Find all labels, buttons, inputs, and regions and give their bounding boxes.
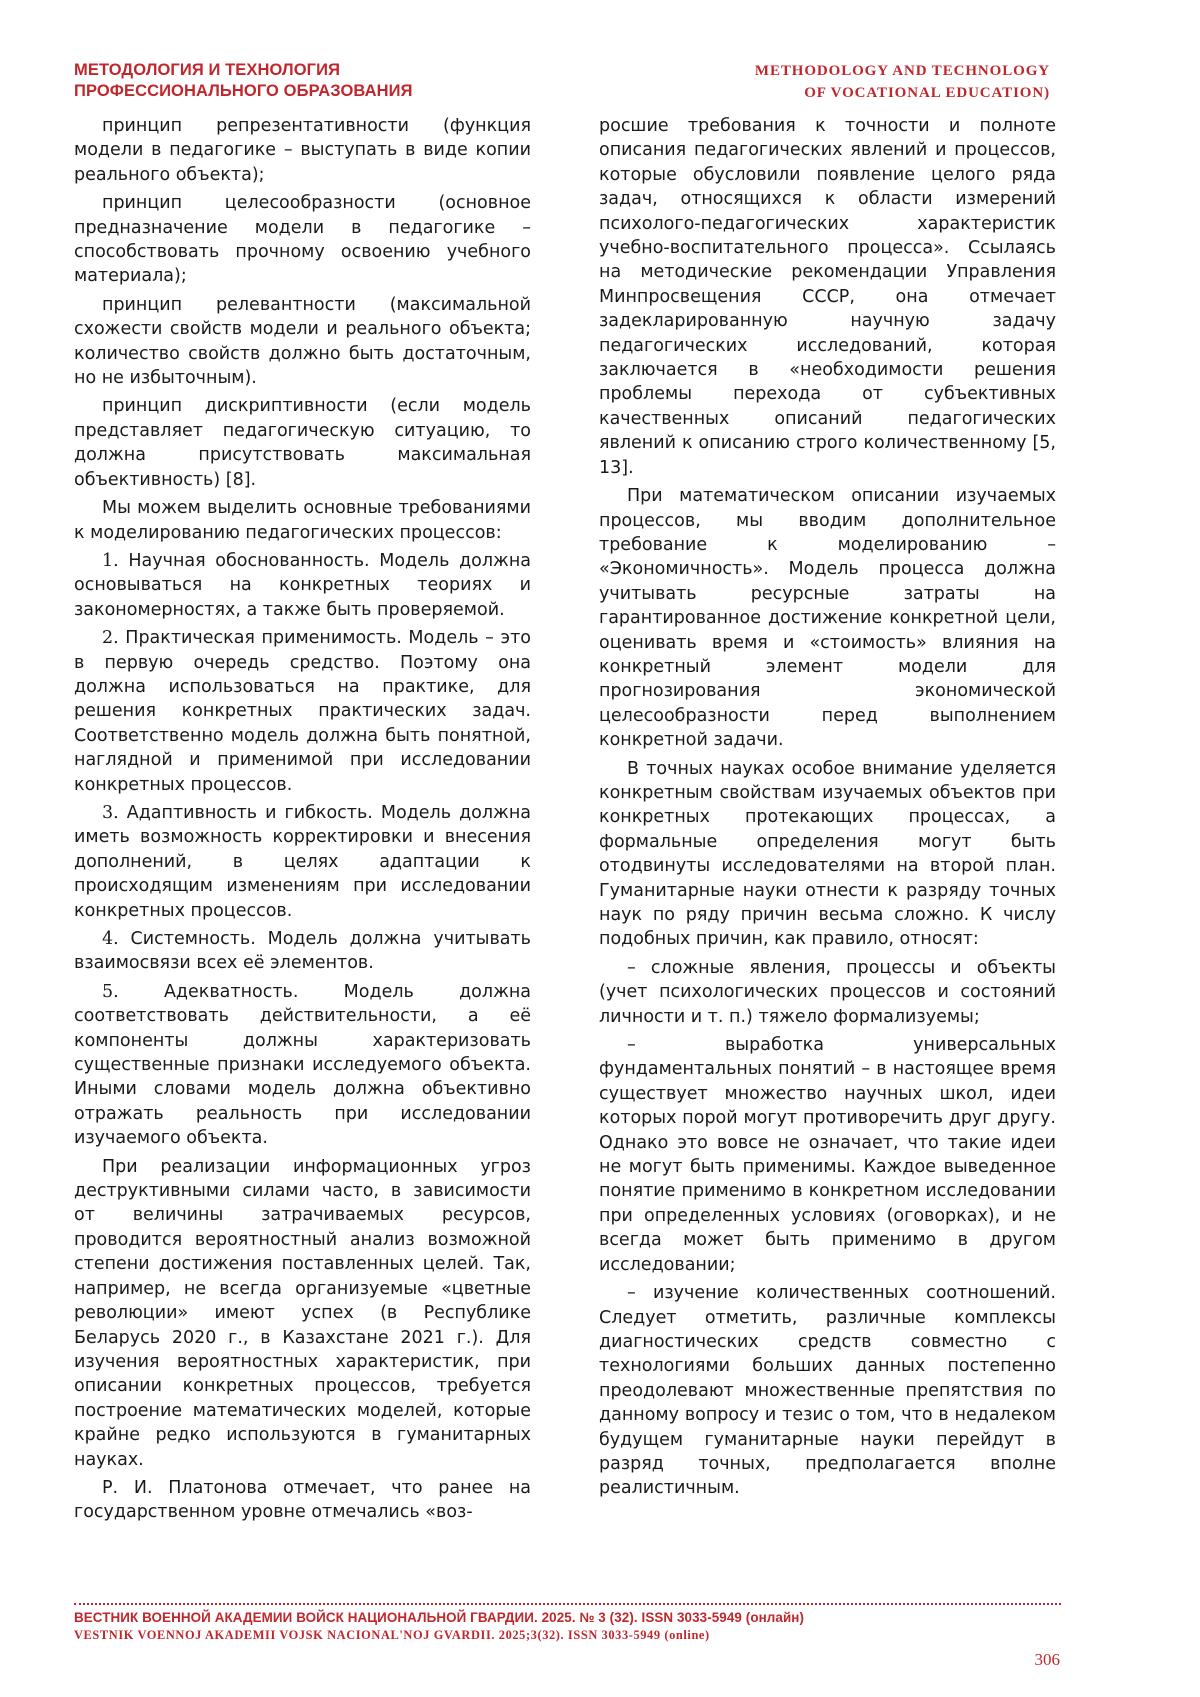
- list-item: [74, 801, 531, 923]
- paragraph: принцип дискриптивности (если модель представляет педагогическую ситуацию, то должна присутствовать максимальная объективность) [8].: [74, 396, 531, 490]
- paragraph: Р. И. Платонова отмечает, что ранее на государственном уровне отмечались «воз-: [74, 1477, 531, 1523]
- paragraph: При реализации информационных угроз деструктивными силами часто, в зависимости от величины затрачиваемых ресурсов, проводится вероятностный анализ возможной степени достижения поставленных целей. Так, например, не всегда организуемые «цветные революции» имеют успех (в Республике Беларусь 2020 г., в Казахстане 2021 г.). Для изучения вероятностных характеристик, при описании конкретных процессов, требуется построение математических моделей, которые крайне редко используются в гуманитарных науках.: [74, 1156, 531, 1470]
- list-item-number: 5.: [102, 981, 119, 1002]
- paragraph: – изучение количественных соотношений. Следует отметить, различные комплексы диагностических средств совместно с технологиями больших данных постепенно преодолевают множественные препятствия по данному вопросу и тезис о том, что в недалеком будущем гуманитарные науки перейдут в разряд точных, предполагается вполне реалистичным.: [599, 1283, 1056, 1499]
- list-item: [74, 626, 531, 797]
- header-en-line-2: OF VOCATIONAL EDUCATION): [804, 85, 1050, 101]
- list-item: [74, 549, 531, 622]
- header-ru-line-1: МЕТОДОЛОГИЯ И ТЕХНОЛОГИЯ: [74, 61, 341, 79]
- paragraph-continued: росшие требования к точности и полноте описания педагогических явлений и процессов, которые обусловили появление целого ряда задач, относящихся к области измерений психолого-педагогических характеристик учебно-воспитательного процесса». Ссылаясь на методические рекомендации Управления Минпросвещения СССР, она отмечает задекларированную научную задачу педагогических исследований, которая заключается в «необходимости решения проблемы перехода от субъективных качественных описаний педагогических явлений к описанию строго количественному [5, 13].: [599, 116, 1056, 478]
- list-item-text: Адаптивность и гибкость. Модель должна иметь возможность корректировки и внесения дополнений, в целях адаптации к происходящим изменениям при исследовании конкретных процессов.: [74, 802, 531, 921]
- list-item-text: Адекватность. Модель должна соответствовать действительности, а её компоненты должны характеризовать существенные признаки исследуемого объекта. Иными словами модель должна объективно отражать реальность при исследовании изучаемого объекта.: [74, 981, 531, 1149]
- paragraph: принцип целесообразности (основное предназначение модели в педагогике – способствовать прочному освоению учебного материала);: [74, 193, 531, 287]
- running-header-ru: [74, 60, 594, 102]
- list-item-number: 4.: [102, 929, 119, 949]
- list-item-number: 2.: [102, 628, 119, 649]
- list-item-text: Научная обоснованность. Модель должна основываться на конкретных теориях и закономерностях, а также быть проверяемой.: [74, 550, 531, 620]
- footer-divider: [74, 1603, 1061, 1605]
- page-number: 306: [1034, 1650, 1060, 1669]
- paragraph: принцип релевантности (максимальной схожести свойств модели и реального объекта; количество свойств должно быть достаточным, но не избыточным).: [74, 294, 531, 389]
- left-column: [74, 114, 531, 1529]
- list-item-text: Системность. Модель должна учитывать взаимосвязи всех её элементов.: [74, 929, 531, 974]
- paragraph: – выработка универсальных фундаментальных понятий – в настоящее время существует множество научных школ, идеи которых порой могут противоречить друг другу. Однако это вовсе не означает, что такие идеи не могут быть применимы. Каждое выведенное понятие применимо в конкретном исследовании при определенных условиях (оговорках), и не всегда может быть применимо в другом исследовании;: [599, 1035, 1056, 1275]
- list-item: [74, 980, 531, 1151]
- paragraph: принцип репрезентативности (функция модели в педагогике – выступать в виде копии реального объекта);: [74, 116, 531, 185]
- paragraph: Мы можем выделить основные требованиями к моделированию педагогических процессов:: [74, 498, 531, 543]
- list-item: [74, 927, 531, 976]
- paragraph: – сложные явления, процессы и объекты (учет психологических процессов и состояний личности и т. п.) тяжело формализуемы;: [599, 957, 1056, 1027]
- paragraph: При математическом описании изучаемых процессов, мы вводим дополнительное требование к моделированию – «Экономичность». Модель процесса должна учитывать ресурсные затраты на гарантированное достижение конкретной цели, оценивать время и «стоимость» влияния на конкретный элемент модели для прогнозирования экономической целесообразности перед выполнением конкретной задачи.: [599, 486, 1056, 751]
- right-column: [599, 114, 1056, 1505]
- header-en-line-1: METHODOLOGY AND TECHNOLOGY: [754, 63, 1050, 79]
- running-header-en: [530, 60, 1050, 104]
- paragraph: В точных науках особое внимание уделяется конкретным свойствам изучаемых объектов при конкретных протекающих процессах, а формальные определения могут быть отодвинуты исследователями на второй план. Гуманитарные науки отнести к разряду точных наук по ряду причин весьма сложно. К числу подобных причин, как правило, относят:: [599, 758, 1056, 950]
- list-item-text: Практическая применимость. Модель – это в первую очередь средство. Поэтому она должна использоваться на практике, для решения конкретных практических задач. Соответственно модель должна быть понятной, наглядной и применимой при исследовании конкретных процессов.: [74, 628, 531, 795]
- footer-citation-ru: ВЕСТНИК ВОЕННОЙ АКАДЕМИИ ВОЙСК НАЦИОНАЛЬНОЙ ГВАРДИИ. 2025. № 3 (32). ISSN 3033-5949 (онлайн): [74, 1610, 805, 1625]
- list-item-number: 1.: [102, 550, 119, 571]
- footer-citation-en: VESTNIK VOENNOJ AKADEMII VOJSK NACIONAL'NOJ GVARDII. 2025;3(32). ISSN 3033-5949 (online): [74, 1628, 710, 1642]
- list-item-number: 3.: [102, 802, 119, 823]
- header-ru-line-2: ПРОФЕССИОНАЛЬНОГО ОБРАЗОВАНИЯ: [74, 82, 413, 100]
